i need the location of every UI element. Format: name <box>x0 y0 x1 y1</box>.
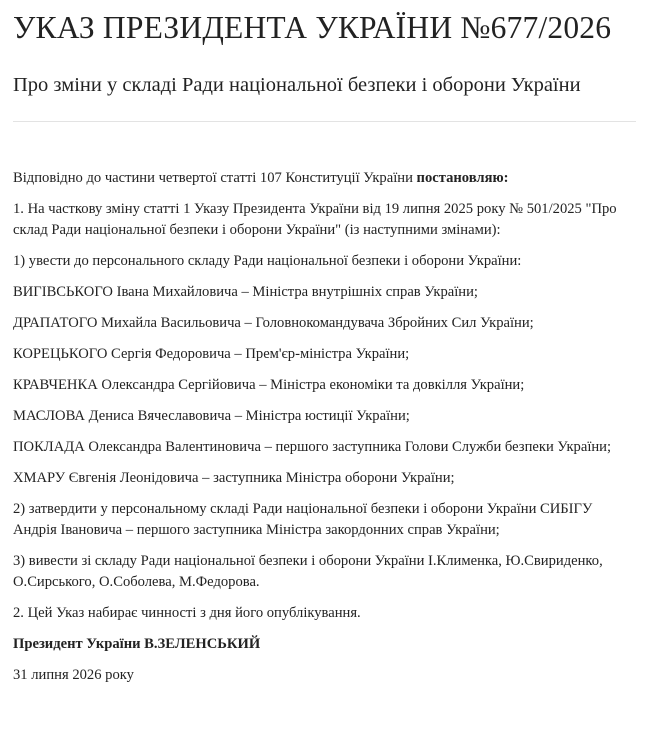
intro-resolution: постановляю: <box>416 170 509 186</box>
decree-subitem-3: 3) вивести зі складу Ради національної безпеки і оборони України І.Клименка, Ю.Свириденко, О.Сирського, О.Соболева, М.Федорова. <box>13 553 603 590</box>
appointee-item: МАСЛОВА Дениса Вячеславовича – Міністра юстиції України; <box>13 408 410 424</box>
decree-body <box>13 168 635 696</box>
appointee-item: КРАВЧЕНКА Олександра Сергійовича – Міністра економіки та довкілля України; <box>13 377 525 393</box>
signature <box>13 634 635 655</box>
title-divider <box>13 121 636 122</box>
decree-subitem-2: 2) затвердити у персональному складі Ради національної безпеки і оборони України СИБІГУ Андрія Івановича – першого заступника Міністра закордонних справ України; <box>13 501 593 538</box>
intro-text: Відповідно до частини четвертої статті 107 Конституції України <box>13 170 413 186</box>
page-title: УКАЗ ПРЕЗИДЕНТА УКРАЇНИ №677/2026 <box>13 10 612 45</box>
appointee-item: ХМАРУ Євгенія Леонідовича – заступника Міністра оборони України; <box>13 470 455 486</box>
decree-item-2: 2. Цей Указ набирає чинності з дня його опублікування. <box>13 605 361 621</box>
appointee-item: ДРАПАТОГО Михайла Васильовича – Головнокомандувача Збройних Сил України; <box>13 315 534 331</box>
appointee-item: ВИГІВСЬКОГО Івана Михайловича – Міністра внутрішніх справ України; <box>13 284 478 300</box>
appointee-item: ПОКЛАДА Олександра Валентиновича – першого заступника Голови Служби безпеки України; <box>13 439 612 455</box>
decree-subitem-1-heading: 1) увести до персонального складу Ради національної безпеки і оборони України: <box>13 253 522 269</box>
page-subtitle: Про зміни у складі Ради національної безпеки і оборони України <box>13 74 581 96</box>
signature-text: Президент України В.ЗЕЛЕНСЬКИЙ <box>13 636 261 652</box>
decree-date: 31 липня 2026 року <box>13 667 134 683</box>
decree-intro <box>13 168 635 189</box>
decree-item-1: 1. На часткову зміну статті 1 Указу Президента України від 19 липня 2025 року № 501/2025 "Про склад Ради національної безпеки і оборони України" (із наступними змінами): <box>13 201 617 238</box>
appointee-item: КОРЕЦЬКОГО Сергія Федоровича – Прем'єр-міністра України; <box>13 346 410 362</box>
